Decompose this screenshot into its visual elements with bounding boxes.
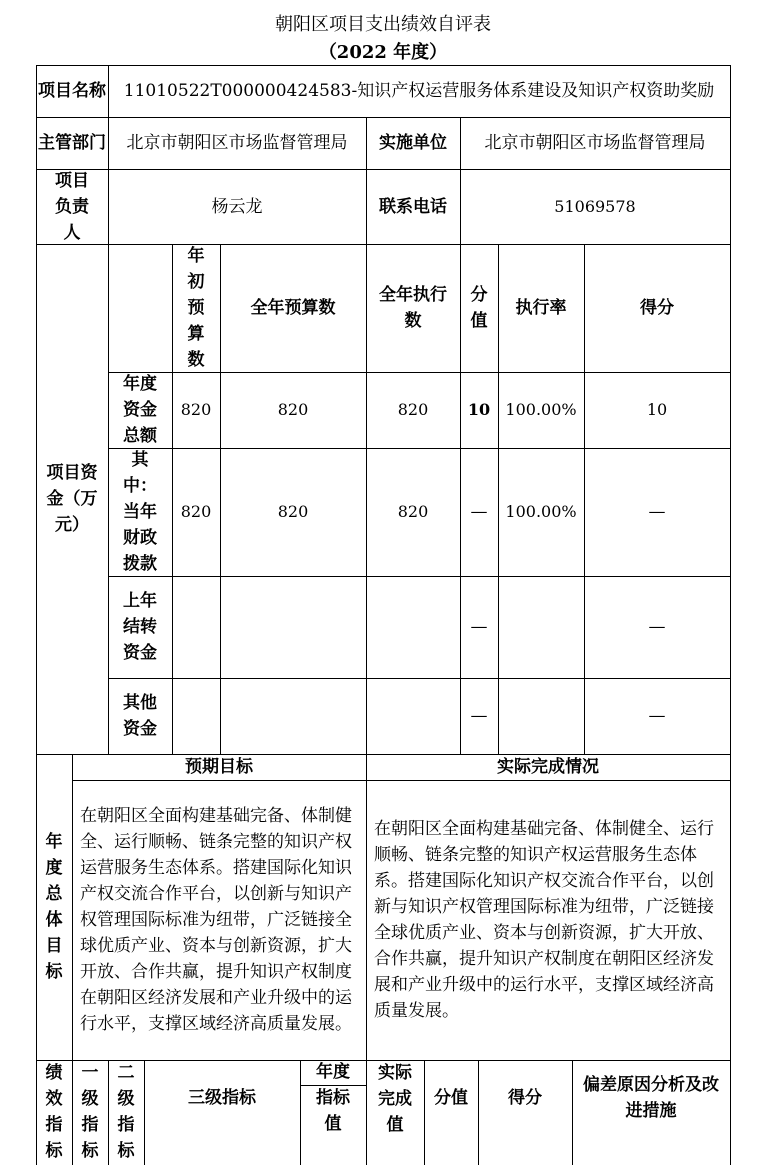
fund-row-weight: — [470, 706, 488, 726]
fund-row-annual [220, 576, 366, 678]
actual-value-header: 实际完成值 [378, 1063, 412, 1135]
dept-label: 主管部门 [38, 133, 106, 153]
impl-label: 实施单位 [379, 133, 447, 153]
document-year: （2022 年度） [318, 42, 448, 63]
actual-goal-text: 在朝阳区全面构建基础完备、体制健全、运行顺畅、链条完整的知识产权运营服务生态体系。搭建国际化知识产权交流合作平台，以创新与知识产权管理国际标准为纽带，广泛链接全球优质产业、资本与创新资源，扩大开放、合作共赢，提升知识产权制度在朝阳区经济发展和产业升级中的运行水平，支撑区域经济高质量发展。 [374, 819, 714, 1021]
fund-row-initial [172, 576, 220, 678]
dept-value: 北京市朝阳区市场监督管理局 [126, 133, 348, 153]
project-name-value: 11010522T000000424583-知识产权运营服务体系建设及知识产权资助奖励 [123, 81, 715, 101]
level1-header: 一级指标 [81, 1063, 99, 1161]
actual-goal-header: 实际完成情况 [497, 757, 599, 777]
header-annual-budget: 全年预算数 [250, 298, 336, 318]
fund-row-annual: 820 [277, 502, 309, 521]
fund-row-exec: 820 [397, 400, 429, 419]
fund-row-weight: — [470, 617, 488, 637]
score-header: 得分 [508, 1088, 542, 1108]
header-annual-exec: 全年执行数 [379, 285, 447, 331]
fund-row-initial: 820 [180, 502, 212, 521]
fund-row-rate: 100.00% [505, 400, 577, 419]
fund-row-initial: 820 [180, 400, 212, 419]
weight-header: 分值 [434, 1088, 468, 1108]
analysis-header: 偏差原因分析及改进措施 [583, 1075, 719, 1121]
document-title: 朝阳区项目支出绩效自评表 [275, 14, 491, 35]
fund-row-label: 其他资金 [123, 693, 157, 739]
fund-row-rate [498, 576, 584, 678]
project-name-label: 项目名称 [38, 81, 106, 101]
impl-value: 北京市朝阳区市场监督管理局 [484, 133, 706, 153]
fund-row-label: 上年结转资金 [123, 591, 157, 663]
fund-row-weight: — [470, 502, 488, 522]
manager-label: 项目负责人 [55, 170, 89, 243]
header-score: 得分 [640, 298, 674, 318]
header-exec-rate: 执行率 [515, 298, 567, 318]
fund-row-score: — [648, 617, 666, 637]
fund-row-rate [498, 678, 584, 754]
fund-row-exec [366, 678, 460, 754]
funds-label: 项目资金（万元） [46, 463, 98, 535]
expected-goal-text: 在朝阳区全面构建基础完备、体制健全、运行顺畅、链条完整的知识产权运营服务生态体系。搭建国际化知识产权交流合作平台，以创新与知识产权管理国际标准为纽带，广泛链接全球优质产业、资本与创新资源，扩大开放、合作共赢，提升知识产权制度在朝阳区经济发展和产业升级中的运行水平，支撑区域经济高质量发展。 [80, 806, 352, 1034]
phone-value: 51069578 [554, 196, 636, 216]
phone-label: 联系电话 [379, 196, 447, 217]
fund-row-score: — [648, 706, 666, 726]
level3-header: 三级指标 [188, 1088, 256, 1108]
fund-row-label: 其中：当年财政拨款 [123, 450, 157, 574]
level2-header: 二级指标 [117, 1063, 135, 1161]
fund-row-label: 年度资金总额 [123, 374, 157, 446]
fund-row-score: 10 [646, 400, 668, 419]
indicators-label: 绩效指标 [45, 1063, 63, 1161]
manager-value: 杨云龙 [211, 196, 263, 217]
header-initial-budget: 年初预算数 [187, 246, 205, 370]
fund-row-initial [172, 678, 220, 754]
header-weight: 分值 [470, 285, 488, 331]
fund-row-annual: 820 [277, 400, 309, 419]
fund-row-weight: 10 [467, 400, 491, 419]
fund-row-exec: 820 [397, 502, 429, 521]
fund-row-score: — [648, 502, 666, 522]
annual-target-header: 年度指标值 [316, 1062, 350, 1134]
fund-row-annual [220, 678, 366, 754]
fund-row-exec [366, 576, 460, 678]
goals-label: 年度总体目标 [45, 832, 63, 982]
expected-goal-header: 预期目标 [185, 757, 253, 777]
fund-row-rate: 100.00% [505, 502, 577, 521]
